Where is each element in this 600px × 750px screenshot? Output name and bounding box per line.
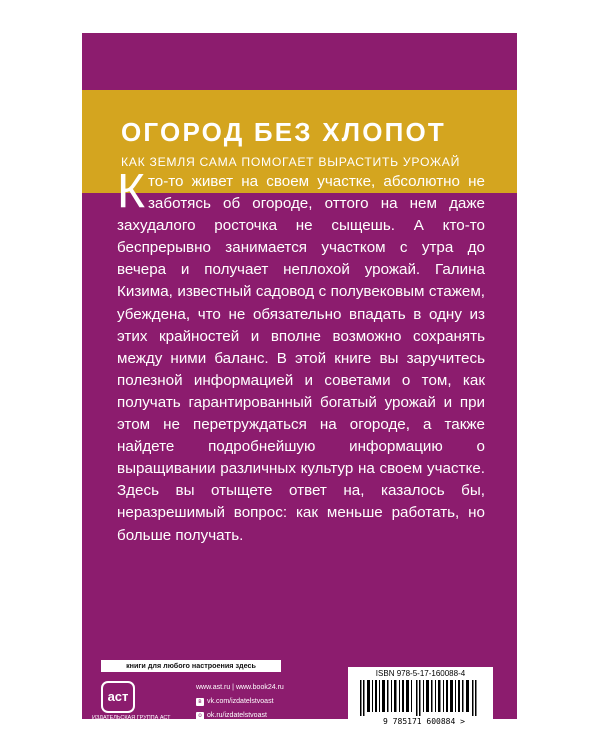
book-subtitle: КАК ЗЕМЛЯ САМА ПОМОГАЕТ ВЫРАСТИТЬ УРОЖАЙ xyxy=(121,155,461,169)
isbn-label: ISBN 978-5-17-160088-4 xyxy=(375,669,466,678)
vk-icon: в xyxy=(196,698,204,706)
barcode-number: 9 785171 600884 > xyxy=(383,717,465,726)
publisher-tagline: книги для любого настроения здесь xyxy=(101,660,281,672)
vk-line xyxy=(196,695,284,709)
ok-line xyxy=(196,709,284,723)
drop-cap: К xyxy=(117,165,145,218)
description-body: то-то живет на своем участке, абсолютно не заботясь об огороде, оттого на нем даже захудалого росточка не сыщешь. А кто-то беспрерывно занимается участком с утра до вечера и получает неплохой урожай. Галина Кизима, известный садовод с полувековым стажем, убеждена, что не обязательно впадать в одну из этих крайностей и вполне возможно сохранять между ними баланс. В этой книге вы заручитесь полезной информацией и советами о том, как получать гарантированный богатый урожай и при этом не перетруждаться на огороде, а также найдете подробнейшую информацию о выращивании различных культур на своем участке. Здесь вы отыщете ответ на, казалось бы, неразрешимый вопрос: как меньше работать, но больше получать. xyxy=(117,173,485,544)
ok-icon: о xyxy=(196,712,204,720)
publisher-links xyxy=(196,681,284,723)
description-text xyxy=(117,165,485,547)
publisher-logo-icon: аст xyxy=(101,681,135,713)
publisher-logo-caption: ИЗДАТЕЛЬСКАЯ ГРУППА АСТ xyxy=(92,715,171,721)
websites-text: www.ast.ru | www.book24.ru xyxy=(196,684,284,691)
book-title: ОГОРОД БЕЗ ХЛОПОТ xyxy=(121,117,447,147)
vk-link: vk.com/izdatelstvoast xyxy=(207,698,274,705)
isbn-barcode-box xyxy=(348,667,493,729)
barcode-icon xyxy=(358,680,483,716)
book-back-cover xyxy=(82,33,517,726)
websites-line xyxy=(196,681,284,695)
ok-link: ok.ru/izdatelstvoast xyxy=(207,712,267,719)
footer-row xyxy=(82,669,517,729)
